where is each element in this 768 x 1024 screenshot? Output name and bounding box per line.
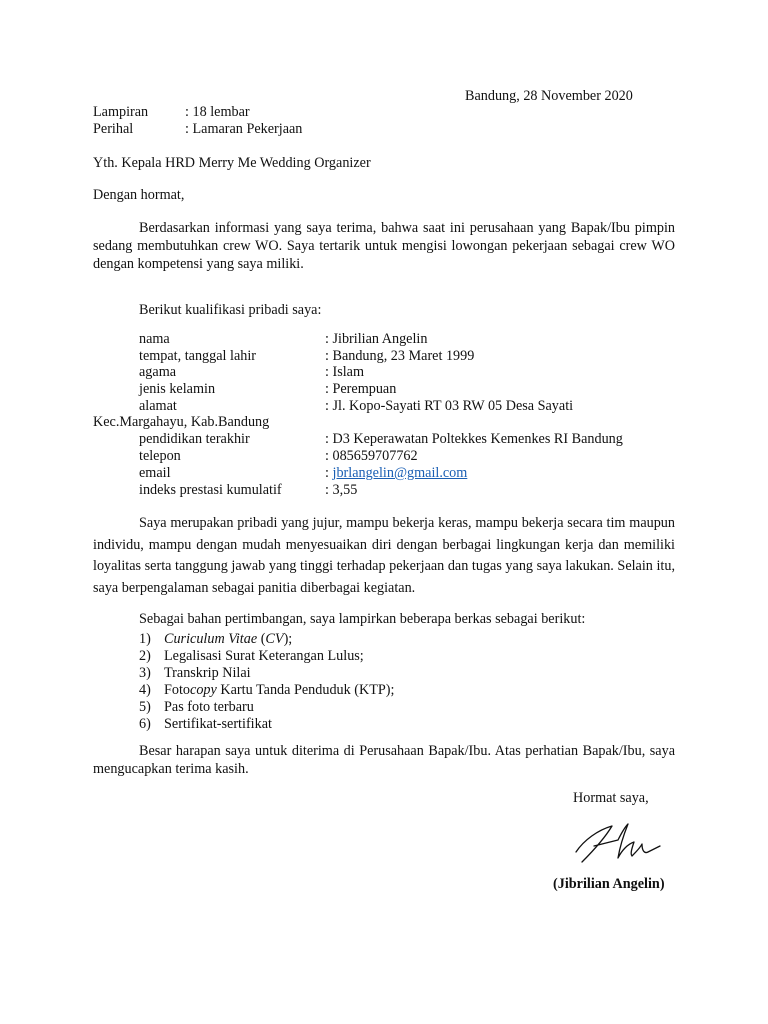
attachment-pasfoto: Pas foto terbaru bbox=[164, 699, 254, 715]
meta-perihal-label: Perihal bbox=[93, 121, 134, 137]
list-number: 1) bbox=[139, 631, 151, 647]
attachment-ktp-pre: Foto bbox=[164, 682, 191, 698]
email-link[interactable]: jbrlangelin@gmail.com bbox=[332, 465, 468, 481]
attachment-cv-italic: Curiculum Vitae bbox=[164, 631, 258, 647]
qual-alamat-continuation: Kec.Margahayu, Kab.Bandung bbox=[93, 414, 270, 430]
list-number: 5) bbox=[139, 699, 151, 715]
qual-label-agama: agama bbox=[139, 364, 177, 380]
qual-value-agama: : Islam bbox=[325, 364, 365, 380]
qual-value-email bbox=[325, 465, 467, 482]
paragraph-personality: Saya merupakan pribadi yang jujur, mampu bekerja keras, mampu bekerja secara tim maupun individu, mampu dengan mudah menyesuaikan diri dengan berbagai lingkungan kerja dan memiliki loyalitas serta tanggung jawab yang tinggi terhadap pekerjaan dan tugas yang saya lakukan. Selain itu, saya berpengalaman sebagai panitia diberbagai kegiatan. bbox=[93, 515, 675, 596]
attachment-cv-abbr: CV bbox=[265, 631, 284, 647]
attachment-sertifikat: Sertifikat-sertifikat bbox=[164, 716, 272, 732]
paragraph-closing: Besar harapan saya untuk diterima di Perusahaan Bapak/Ibu. Atas perhatian Bapak/Ibu, saya mengucapkan terima kasih. bbox=[93, 743, 675, 777]
qual-value-alamat: : Jl. Kopo-Sayati RT 03 RW 05 Desa Sayati bbox=[325, 398, 574, 414]
attachments-intro: Sebagai bahan pertimbangan, saya lampirkan beberapa berkas sebagai berikut: bbox=[139, 611, 586, 627]
attachment-cv bbox=[164, 631, 292, 648]
qual-label-email: email bbox=[139, 465, 171, 481]
meta-lampiran-label: Lampiran bbox=[93, 104, 149, 120]
email-colon: : bbox=[325, 465, 333, 481]
attachment-transkrip: Transkrip Nilai bbox=[164, 665, 251, 681]
qual-label-ttl: tempat, tanggal lahir bbox=[139, 348, 257, 364]
attachment-skl: Legalisasi Surat Keterangan Lulus; bbox=[164, 648, 364, 664]
qual-label-pendidikan: pendidikan terakhir bbox=[139, 431, 250, 447]
salutation: Dengan hormat, bbox=[93, 187, 185, 203]
qual-value-nama: : Jibrilian Angelin bbox=[325, 331, 428, 347]
qual-label-nama: nama bbox=[139, 331, 170, 347]
meta-lampiran-value: : 18 lembar bbox=[185, 104, 250, 120]
attachment-cv-close: ); bbox=[283, 631, 293, 647]
place-date: Bandung, 28 November 2020 bbox=[465, 88, 633, 104]
attachment-cv-open: ( bbox=[257, 631, 266, 647]
meta-perihal-value: : Lamaran Pekerjaan bbox=[185, 121, 303, 137]
qual-value-telepon: : 085659707762 bbox=[325, 448, 418, 464]
qual-value-ttl: : Bandung, 23 Maret 1999 bbox=[325, 348, 475, 364]
list-number: 3) bbox=[139, 665, 151, 681]
recipient: Yth. Kepala HRD Merry Me Wedding Organizer bbox=[93, 155, 371, 171]
paragraph-opening: Berdasarkan informasi yang saya terima, bahwa saat ini perusahaan yang Bapak/Ibu pimpin sedang membutuhkan crew WO. Saya tertarik untuk mengisi lowongan pekerjaan sebagai crew WO dengan kompetensi yang saya miliki. bbox=[93, 220, 675, 272]
qual-value-ipk: : 3,55 bbox=[325, 482, 358, 498]
qual-label-ipk: indeks prestasi kumulatif bbox=[139, 482, 282, 498]
attachment-ktp-italic: copy bbox=[190, 682, 217, 698]
attachment-ktp bbox=[164, 682, 394, 699]
attachment-ktp-post: Kartu Tanda Penduduk (KTP); bbox=[216, 682, 395, 698]
list-number: 4) bbox=[139, 682, 151, 698]
qual-value-jenis-kelamin: : Perempuan bbox=[325, 381, 397, 397]
qual-label-telepon: telepon bbox=[139, 448, 181, 464]
list-number: 6) bbox=[139, 716, 151, 732]
closing-phrase: Hormat saya, bbox=[573, 790, 649, 806]
qual-label-alamat: alamat bbox=[139, 398, 177, 414]
signature-icon bbox=[572, 818, 662, 868]
qual-label-jenis-kelamin: jenis kelamin bbox=[139, 381, 216, 397]
qual-value-pendidikan: : D3 Keperawatan Poltekkes Kemenkes RI Bandung bbox=[325, 431, 623, 447]
qualifications-intro: Berikut kualifikasi pribadi saya: bbox=[139, 302, 322, 318]
signer-name: (Jibrilian Angelin) bbox=[553, 876, 665, 892]
list-number: 2) bbox=[139, 648, 151, 664]
